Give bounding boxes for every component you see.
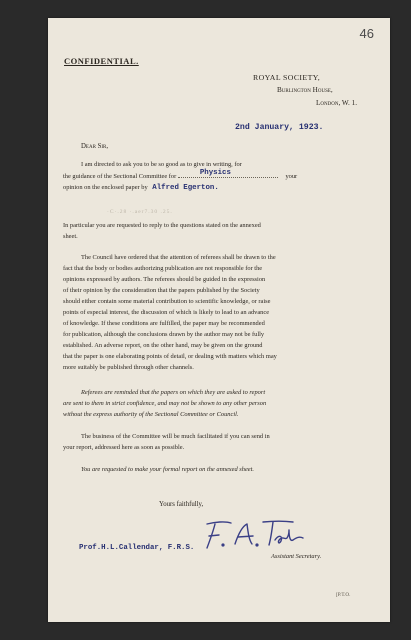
business-paragraph: [63, 431, 375, 453]
request-line-2-post: your: [285, 173, 298, 180]
salutation: Dear Sir,: [81, 143, 109, 150]
handwritten-signature: [201, 512, 313, 552]
council-line-7: of knowledge. If these conditions are fulfilled, the paper may be recommended: [63, 320, 265, 327]
confidence-line-1: Referees are reminded that the papers on which they are asked to report: [81, 389, 266, 396]
council-line-9: established. An adverse report, on the other hand, may be given on the ground: [63, 342, 263, 349]
questions-line-2: sheet.: [63, 233, 78, 240]
signatory-title: Assistant Secretary.: [271, 553, 322, 560]
council-paragraph: [63, 252, 375, 373]
confidence-paragraph: [63, 387, 375, 420]
request-line-1: I am directed to ask you to be so good as to give in writing, for: [81, 161, 242, 168]
address-line-society: ROYAL SOCIETY,: [253, 73, 321, 82]
questions-paragraph: [63, 220, 375, 242]
council-line-6: points of especial interest, the discussion of which is likely to lead to an advance: [63, 309, 270, 316]
confidence-line-3: without the express authority of the Sectional Committee or Council.: [63, 411, 239, 418]
formal-report-note: You are requested to make your formal report on the annexed sheet.: [81, 466, 254, 473]
questions-line-1: In particular you are requested to reply to the questions stated on the annexed: [63, 222, 261, 229]
address-line-building: Burlington House,: [277, 86, 333, 94]
council-line-10: that the paper is one elaborating points of detail, or dealing with matters which may: [63, 353, 277, 360]
letter-page: [48, 18, 390, 622]
council-line-8: for publication, although the conclusions drawn by the author may not be fully: [63, 331, 265, 338]
confidential-heading: CONFIDENTIAL.: [64, 56, 139, 66]
request-paragraph: [63, 159, 375, 194]
letter-date: 2nd January, 1923.: [235, 123, 324, 132]
closing: Yours faithfully,: [159, 501, 204, 508]
business-line-2: your report, addressed here as soon as possible.: [63, 444, 185, 451]
council-line-2: fact that the body or bodies authorizing publication are not responsible for the: [63, 265, 263, 272]
address-line-city: London, W. 1.: [316, 99, 358, 107]
confidence-line-2: are sent to them in strict confidence, and may not be shown to any other person: [63, 400, 267, 407]
faint-stamp-marks: ·C·.28 ·.aer7.30 .25.: [107, 209, 173, 215]
author-name: Alfred Egerton.: [152, 184, 219, 192]
committee-field: [178, 170, 278, 178]
council-line-5: should either contain some material contribution to scientific knowledge, or raise: [63, 298, 271, 305]
page-number: 46: [359, 26, 374, 41]
council-line-1: The Council have ordered that the attention of referees shall be drawn to the: [81, 254, 276, 261]
please-turn-over: [P.T.O.: [336, 592, 351, 598]
request-line-2: [63, 170, 375, 182]
request-line-2-pre: the guidance of the Sectional Committee for: [63, 173, 177, 180]
business-line-1: The business of the Committee will be much facilitated if you can send in: [81, 433, 270, 440]
council-line-3: opinions expressed by authors. The referees should be guided in the expression: [63, 276, 266, 283]
request-line-3-pre: opinion on the enclosed paper by: [63, 184, 148, 191]
council-line-11: more suitably be published through other channels.: [63, 364, 194, 371]
request-line-3: [63, 182, 375, 194]
committee-name: Physics: [199, 169, 231, 177]
recipient-name: Prof.H.L.Callendar, F.R.S.: [79, 544, 195, 552]
council-line-4: of their opinion by the consideration that the papers published by the Society: [63, 287, 260, 294]
